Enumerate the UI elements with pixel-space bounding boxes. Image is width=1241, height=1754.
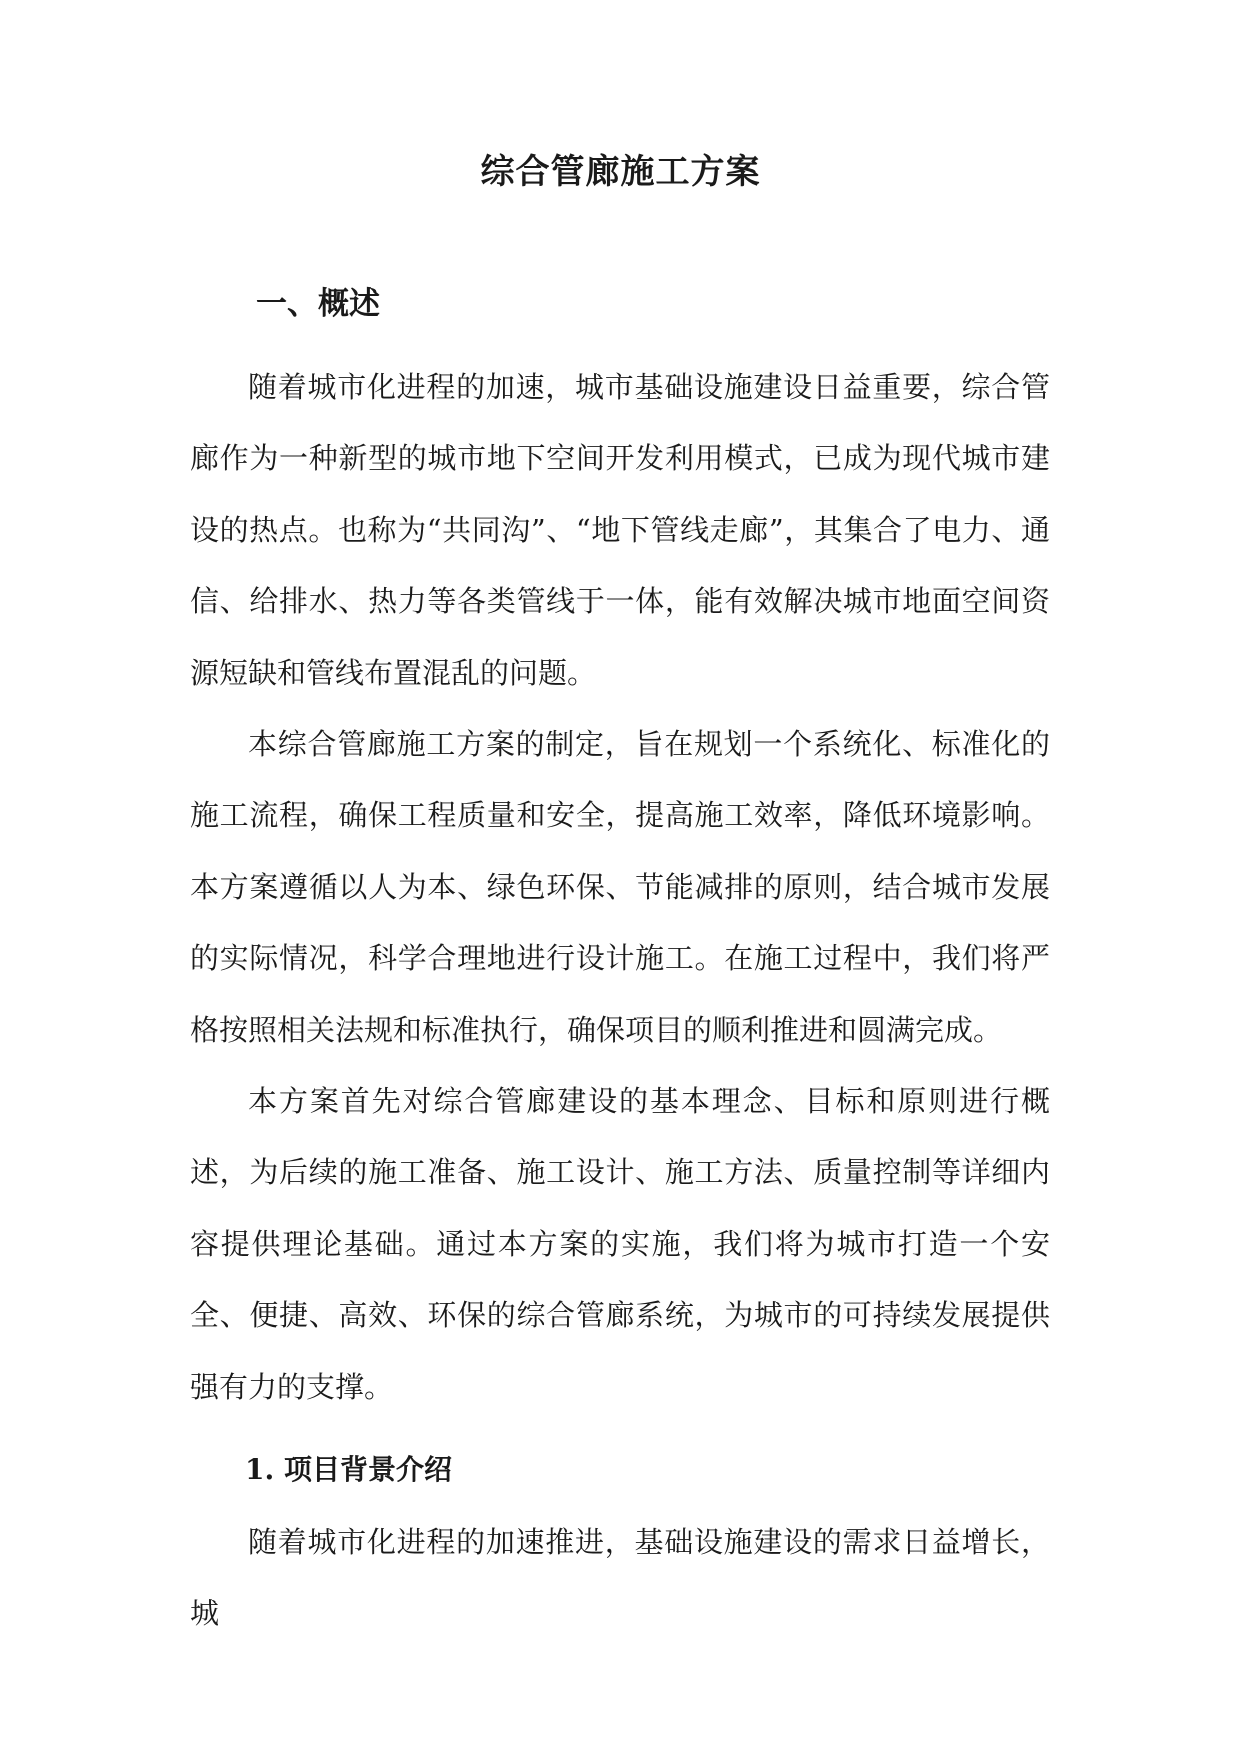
project-background-paragraph: 随着城市化进程的加速推进，基础设施建设的需求日益增长，城 [190, 1525, 1050, 1631]
overview-paragraph-2: 本综合管廊施工方案的制定，旨在规划一个系统化、标准化的施工流程，确保工程质量和安全，提高施工效率，降低环境影响。本方案遵循以人为本、绿色环保、节能减排的原则，结合城市发展的实际情况，科学合理地进行设计施工。在施工过程中，我们将严格按照相关法规和标准执行，确保项目的顺利推进和圆满完成。 [190, 727, 1050, 1047]
overview-paragraph-1: 随着城市化进程的加速，城市基础设施建设日益重要，综合管廊作为一种新型的城市地下空间开发利用模式，已成为现代城市建设的热点。也称为“共同沟”、“地下管线走廊”，其集合了电力、通信、给排水、热力等各类管线于一体，能有效解决城市地面空间资源短缺和管线布置混乱的问题。 [190, 370, 1050, 690]
subsection-heading-project-background: 1. 项目背景介绍 [245, 1453, 452, 1486]
overview-paragraph-3: 本方案首先对综合管廊建设的基本理念、目标和原则进行概述，为后续的施工准备、施工设计、施工方法、质量控制等详细内容提供理论基础。通过本方案的实施，我们将为城市打造一个安全、便捷、高效、环保的综合管廊系统，为城市的可持续发展提供强有力的支撑。 [190, 1084, 1050, 1404]
document-title: 综合管廊施工方案 [480, 152, 761, 192]
section-heading-overview: 一、概述 [256, 286, 380, 322]
